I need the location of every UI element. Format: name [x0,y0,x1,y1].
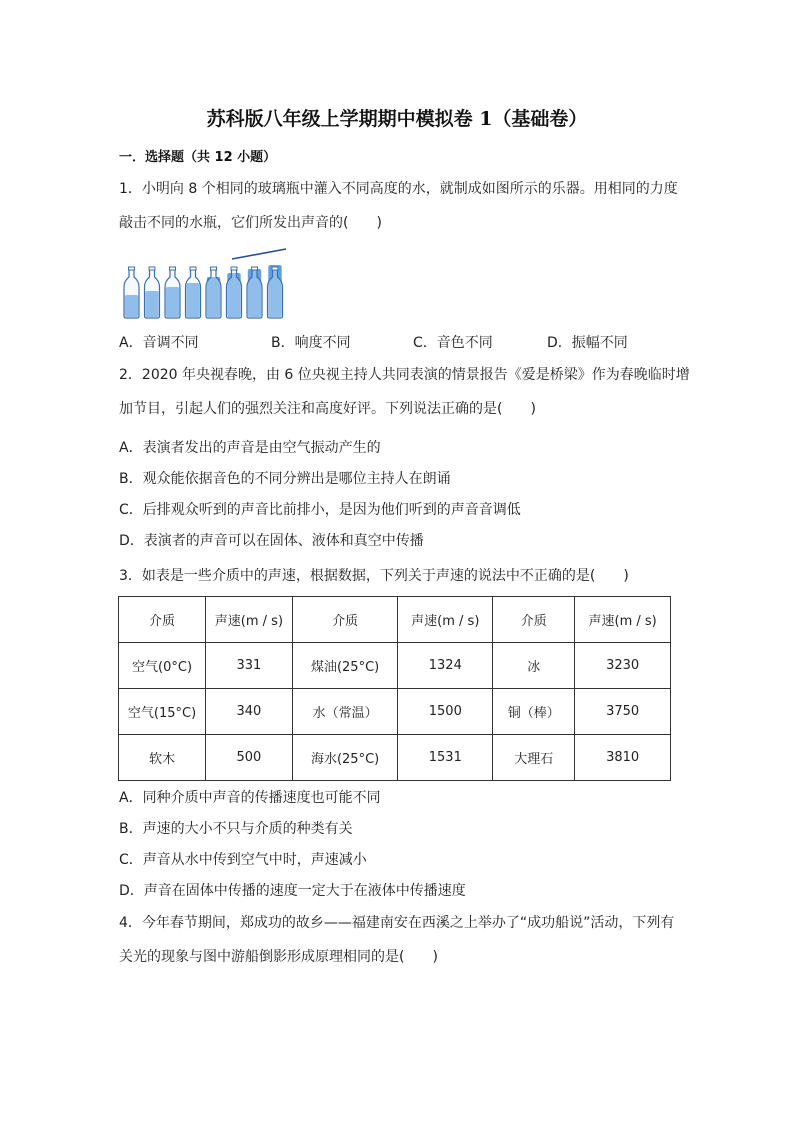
table-cell: 3230 [575,643,671,689]
q3-option-b[interactable]: B．声速的大小不只与介质的种类有关 [119,821,353,837]
table-cell: 500 [206,735,293,781]
table-header-cell: 介质 [119,597,206,643]
table-header-row [119,597,671,643]
q2-line-2: 加节目，引起人们的强烈关注和高度好评。下列说法正确的是( ) [119,401,536,417]
q2-option-c[interactable]: C．后排观众听到的声音比前排小，是因为他们听到的声音音调低 [119,502,521,518]
table-header-cell: 声速(m / s) [398,597,493,643]
table-cell: 1500 [398,689,493,735]
q1-line-1: 1．小明向 8 个相同的玻璃瓶中灌入不同高度的水，就制成如图所示的乐器。用相同的力度 [119,181,678,197]
table-cell: 331 [206,643,293,689]
table-cell: 海水(25°C) [292,735,398,781]
q3-option-d[interactable]: D．声音在固体中传播的速度一定大于在液体中传播速度 [119,883,466,899]
table-cell: 340 [206,689,293,735]
q3-line-1: 3．如表是一些介质中的声速，根据数据，下列关于声速的说法中不正确的是( ) [119,568,629,584]
table-cell: 3810 [575,735,671,781]
q3-option-c[interactable]: C．声音从水中传到空气中时，声速减小 [119,852,367,868]
glass-bottle [268,265,283,318]
glass-bottle [206,267,221,318]
table-cell: 空气(15°C) [119,689,206,735]
q3-option-a[interactable]: A．同种介质中声音的传播速度也可能不同 [119,790,381,806]
table-cell: 水（常温） [292,689,398,735]
q1-option-c[interactable]: C．音色不同 [413,335,493,351]
q2-option-d[interactable]: D．表演者的声音可以在固体、液体和真空中传播 [119,533,424,549]
table-header-cell: 声速(m / s) [206,597,293,643]
table-header-cell: 介质 [292,597,398,643]
sound-speed-table [118,596,671,781]
table-header-cell: 介质 [493,597,575,643]
water-bottles-illustration [120,247,290,319]
q4-line-2: 关光的现象与图中游船倒影形成原理相同的是( ) [119,949,438,965]
glass-bottle [165,267,180,318]
glass-bottle [227,267,242,318]
table-cell: 冰 [493,643,575,689]
glass-bottle [247,267,262,318]
table-cell: 铜（棒） [493,689,575,735]
table-cell: 1324 [398,643,493,689]
table-cell: 软木 [119,735,206,781]
q2-option-b[interactable]: B．观众能依据音色的不同分辨出是哪位主持人在朗诵 [119,471,451,487]
q2-line-1: 2．2020 年央视春晚，由 6 位央视主持人共同表演的情景报告《爱是桥梁》作为春晚临时增 [119,367,690,383]
q4-line-1: 4．今年春节期间，郑成功的故乡——福建南安在西溪之上举办了“成功船说”活动，下列有 [119,915,675,931]
glass-bottle [186,267,201,318]
table-cell: 大理石 [493,735,575,781]
q1-option-a[interactable]: A．音调不同 [119,335,199,351]
table-cell: 煤油(25°C) [292,643,398,689]
table-cell: 空气(0°C) [119,643,206,689]
striking-stick [232,249,286,259]
section-heading: 一．选择题（共 12 小题） [119,150,277,165]
table-cell: 1531 [398,735,493,781]
q1-line-2: 敲击不同的水瓶，它们所发出声音的( ) [119,215,382,231]
q2-option-a[interactable]: A．表演者发出的声音是由空气振动产生的 [119,440,381,456]
table-header-cell: 声速(m / s) [575,597,671,643]
table-row [119,643,671,689]
glass-bottle [145,267,160,318]
glass-bottle [124,267,139,318]
table-row [119,689,671,735]
q1-option-b[interactable]: B．响度不同 [271,335,351,351]
q1-option-d[interactable]: D．振幅不同 [547,335,628,351]
page-title: 苏科版八年级上学期期中模拟卷 1（基础卷） [206,108,588,130]
table-row [119,735,671,781]
table-cell: 3750 [575,689,671,735]
